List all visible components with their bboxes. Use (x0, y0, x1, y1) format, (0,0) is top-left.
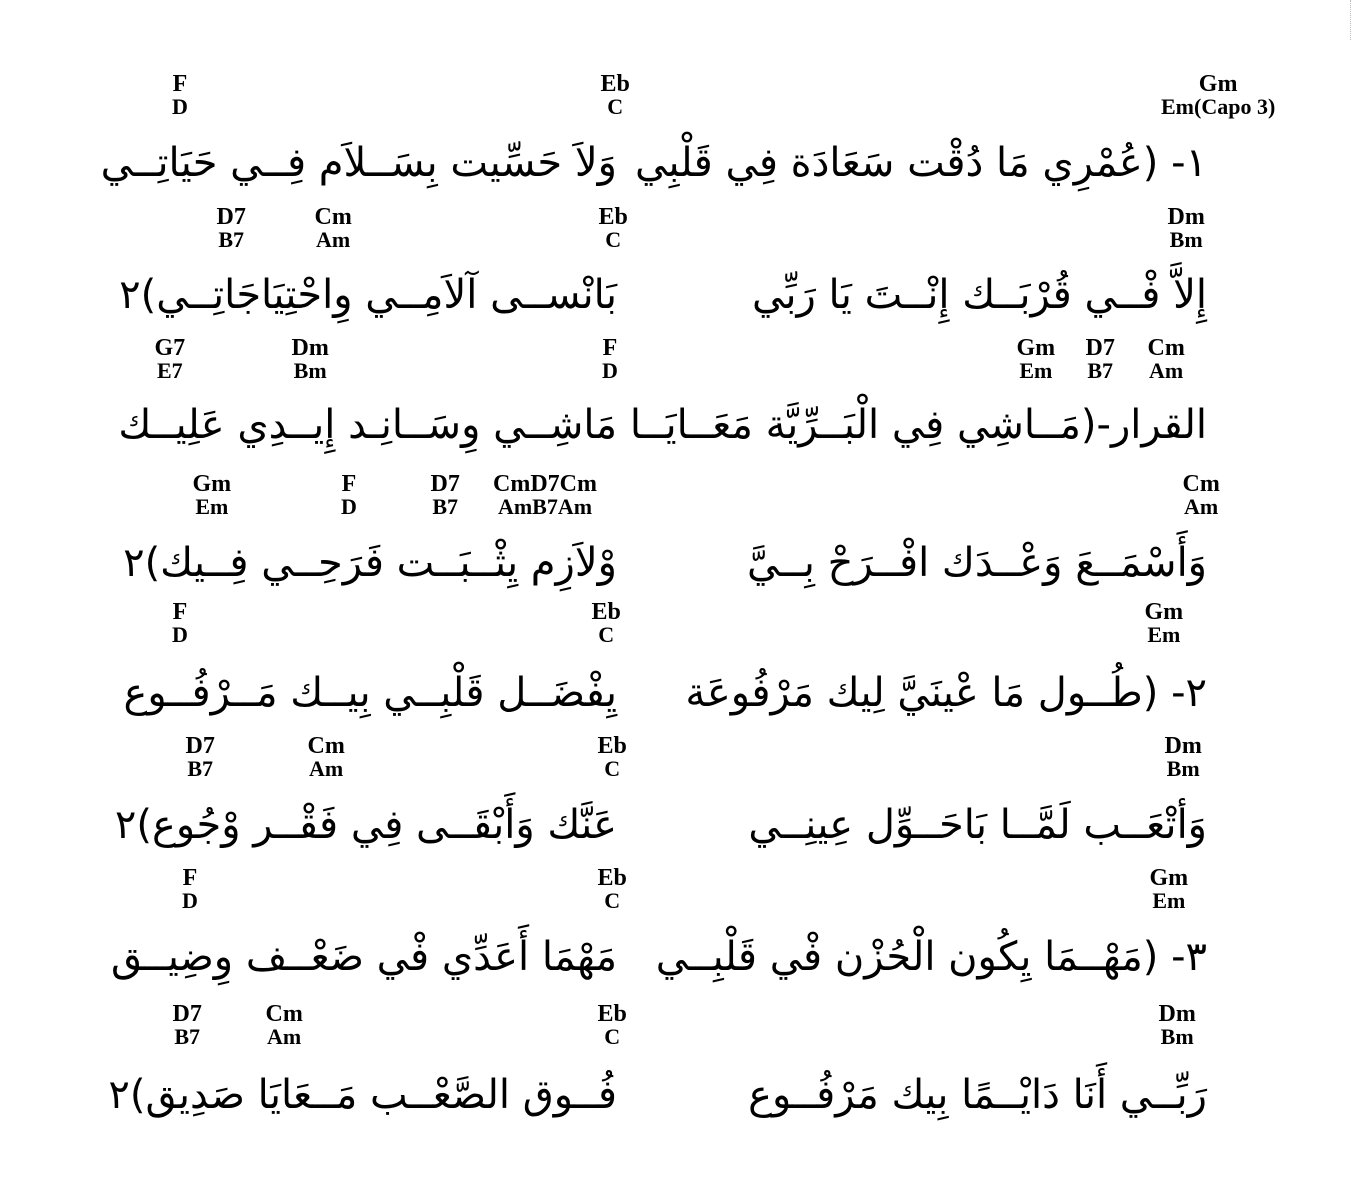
chord-name: Gm (192, 471, 232, 497)
capo-chord-name: C (605, 227, 622, 252)
chord-label (1165, 734, 1202, 780)
chord-label (186, 734, 215, 780)
chord-label (1150, 866, 1189, 912)
chord-label (172, 600, 188, 646)
lyric-left-column: بَانْســى آلاَمِــي وِاحْتِيَاجَاتِــي)٢ (119, 272, 617, 318)
chord-label (431, 472, 460, 518)
capo-chord-name: Em (195, 494, 229, 519)
chord-label (1161, 72, 1275, 118)
capo-chord-name: B7 (187, 756, 214, 781)
chord-name: D7 (430, 471, 460, 497)
capo-chord-name: Em (1152, 888, 1186, 913)
lyric-left-column: مَهْمَا أَعَدِّي فْي ضَعْــف وِضِيــق (110, 934, 617, 980)
lyric-right-column: ٣- (مَهْــمَا يِكُون الْحُزْن فْي قَلْبِــي (655, 934, 1207, 980)
capo-chord-name: Em (1019, 358, 1053, 383)
chord-label (601, 72, 630, 118)
lyric-right-column: رَبِّــي أَنَا دَايْــمًا بِيك مَرْفُــوع (748, 1072, 1207, 1118)
lyric-right-column: وَأتْعَــب لَمَّــا بَاحَــوِّل عِينِــي (748, 802, 1207, 848)
chord-name: D7 (216, 204, 246, 230)
chord-label (493, 472, 597, 518)
chord-name: Dm (1167, 204, 1205, 230)
capo-chord-name: C (604, 1024, 621, 1049)
chord-label (217, 205, 246, 251)
chord-label (598, 1002, 627, 1048)
chord-name: F (172, 599, 188, 625)
chord-name: Cm (314, 204, 352, 230)
capo-chord-name: Am (1149, 358, 1184, 383)
chord-name: D7 (1085, 335, 1115, 361)
chord-name: Gm (1016, 335, 1056, 361)
lyric-right-column: وَأَسْمَــعَ وَعْــدَك افْــرَحْ بِــيَّ (747, 540, 1207, 586)
chord-label (341, 472, 357, 518)
chord-label (1017, 336, 1056, 382)
capo-chord-name: Bm (293, 358, 327, 383)
chord-name: F (172, 71, 188, 97)
chord-label (1148, 336, 1185, 382)
chord-name: Gm (1149, 865, 1189, 891)
chord-name: Cm (1147, 335, 1185, 361)
capo-chord-name: D (172, 622, 188, 647)
chord-name: Eb (600, 71, 630, 97)
capo-chord-name: C (607, 94, 624, 119)
chord-label (599, 205, 628, 251)
chord-label (1183, 472, 1220, 518)
chord-name: Dm (1158, 1001, 1196, 1027)
capo-chord-name: B7 (174, 1024, 201, 1049)
lyric-left-column: وَلاَ حَسِّيت بِسَــلاَم فِــي حَيَاتِــي (100, 140, 617, 186)
capo-chord-name: Em(Capo 3) (1161, 94, 1276, 119)
chord-name: D7 (185, 733, 215, 759)
chord-label (173, 1002, 202, 1048)
chord-name: G7 (154, 335, 186, 361)
chord-label (1168, 205, 1205, 251)
chord-name: Dm (291, 335, 329, 361)
chord-name: F (341, 471, 357, 497)
capo-chord-name: Bm (1169, 227, 1203, 252)
capo-chord-name: C (598, 622, 615, 647)
capo-chord-name: Bm (1166, 756, 1200, 781)
chord-label (292, 336, 329, 382)
capo-chord-name: C (604, 756, 621, 781)
capo-chord-name: Em (1147, 622, 1181, 647)
lyric-left-column: عَنَّك وَأَبْقَــى فِي فَقْــر وْجُوع)٢ (114, 802, 617, 848)
capo-chord-name: E7 (156, 358, 183, 383)
lyric-left-column: مَاشِــي وِسَــانِـد إِيــدِي عَلِيــك (118, 402, 617, 448)
capo-chord-name: C (604, 888, 621, 913)
chord-name: D7 (172, 1001, 202, 1027)
chord-name: F (182, 865, 198, 891)
chord-label (602, 336, 618, 382)
chord-label (1145, 600, 1184, 646)
chord-name: F (602, 335, 618, 361)
capo-chord-name: Am (316, 227, 351, 252)
capo-chord-name: Am (1184, 494, 1219, 519)
chord-name: Eb (597, 1001, 627, 1027)
chord-label (598, 866, 627, 912)
chord-label (155, 336, 186, 382)
capo-chord-name: D (182, 888, 198, 913)
capo-chord-name: D (172, 94, 188, 119)
chord-label (193, 472, 232, 518)
chord-label (598, 734, 627, 780)
chord-name: Gm (1144, 599, 1184, 625)
capo-chord-name: D (602, 358, 618, 383)
chord-label (1086, 336, 1115, 382)
chord-label (592, 600, 621, 646)
lyric-right-column: ٢- (طُــول مَا عْينَيَّ لِيك مَرْفُوعَة (685, 670, 1207, 716)
scan-margin-mark (1336, 0, 1351, 40)
lyric-right-column: القرار-(مَــاشِي فِي الْبَــرِّيَّة مَعَــايَــا (629, 402, 1207, 448)
chord-label (172, 72, 188, 118)
chord-name: CmD7Cm (493, 471, 597, 497)
lyric-right-column: إِلاَّ فْــي قُرْبَــك إِنْــتَ يَا رَبِّي (752, 272, 1207, 318)
chord-label (182, 866, 198, 912)
capo-chord-name: B7 (432, 494, 459, 519)
chord-name: Cm (307, 733, 345, 759)
chord-label (1159, 1002, 1196, 1048)
chord-name: Eb (597, 733, 627, 759)
capo-chord-name: D (341, 494, 357, 519)
capo-chord-name: Am (267, 1024, 302, 1049)
chord-name: Gm (1198, 71, 1238, 97)
chord-label (315, 205, 352, 251)
chord-name: Cm (1182, 471, 1220, 497)
chord-name: Eb (591, 599, 621, 625)
capo-chord-name: B7 (1087, 358, 1114, 383)
chord-name: Cm (265, 1001, 303, 1027)
capo-chord-name: Bm (1160, 1024, 1194, 1049)
chord-name: Eb (598, 204, 628, 230)
capo-chord-name: Am (309, 756, 344, 781)
lyric-right-column: ١- (عُمْرِي مَا دُقْت سَعَادَة فِي قَلْبِي (634, 140, 1207, 186)
lyric-left-column: وْلاَزِم يِثْــبَــت فَرَحِــي فِــيك)٢ (123, 540, 617, 586)
chord-label (308, 734, 345, 780)
capo-chord-name: B7 (218, 227, 245, 252)
capo-chord-name: AmB7Am (497, 494, 593, 519)
chord-label (266, 1002, 303, 1048)
chord-name: Eb (597, 865, 627, 891)
lyric-left-column: فُــوق الصَّعْــب مَــعَايَا صَدِيق)٢ (108, 1072, 617, 1118)
chord-name: Dm (1164, 733, 1202, 759)
lyric-left-column: يِفْضَــل قَلْبِــي بِيــك مَــرْفُــوع (123, 670, 617, 716)
